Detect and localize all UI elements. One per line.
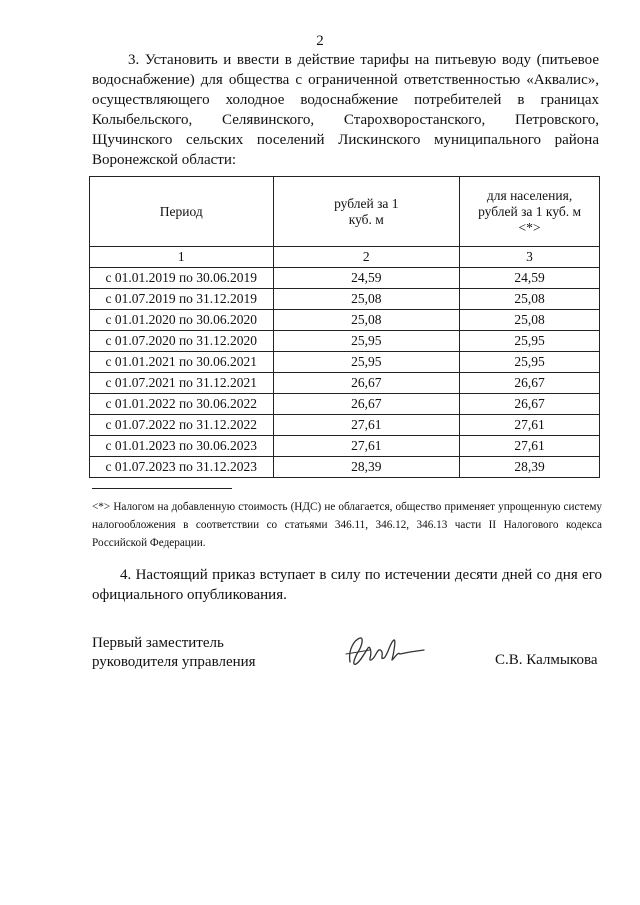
clause-3 xyxy=(92,50,599,170)
table-row xyxy=(90,310,600,331)
clause-4 xyxy=(92,565,602,605)
population-rate-cell: 25,08 xyxy=(460,289,600,310)
table-row xyxy=(90,352,600,373)
rate-cell: 25,95 xyxy=(273,331,460,352)
column-number: 3 xyxy=(460,247,600,268)
population-rate-cell: 26,67 xyxy=(460,394,600,415)
period-cell: с 01.07.2023 по 31.12.2023 xyxy=(90,457,274,478)
table-row xyxy=(90,415,600,436)
rate-cell: 26,67 xyxy=(273,394,460,415)
rate-cell: 27,61 xyxy=(273,436,460,457)
table-row xyxy=(90,289,600,310)
page-number: 2 xyxy=(316,33,324,49)
header-period: Период xyxy=(90,177,274,247)
header-population-rate-text: для населения, рублей за 1 куб. м <*> xyxy=(478,187,582,235)
population-rate-cell: 24,59 xyxy=(460,268,600,289)
header-population-rate xyxy=(460,177,600,247)
column-number: 1 xyxy=(90,247,274,268)
table-row xyxy=(90,373,600,394)
period-cell: с 01.07.2022 по 31.12.2022 xyxy=(90,415,274,436)
population-rate-cell: 26,67 xyxy=(460,373,600,394)
population-rate-cell: 28,39 xyxy=(460,457,600,478)
population-rate-cell: 27,61 xyxy=(460,415,600,436)
period-cell: с 01.01.2019 по 30.06.2019 xyxy=(90,268,274,289)
clause-3-text: 3. Установить и ввести в действие тарифы на питьевую воду (питьевое водоснабжение) для общества с ограниченной ответственностью «Аквалис», осуществляющего холодное водоснабжение потребителей в границах Колыбельского, Селявинского, Староxворостанского, Петровского, Щучинского сельских поселений Лискинского муниципального района Воронежской области: xyxy=(92,52,599,168)
period-cell: с 01.01.2021 по 30.06.2021 xyxy=(90,352,274,373)
period-cell: с 01.07.2021 по 31.12.2021 xyxy=(90,373,274,394)
rate-cell: 25,08 xyxy=(273,289,460,310)
population-rate-cell: 25,08 xyxy=(460,310,600,331)
table-row xyxy=(90,331,600,352)
handwritten-signature xyxy=(340,632,430,674)
table-row xyxy=(90,436,600,457)
period-cell: с 01.01.2023 по 30.06.2023 xyxy=(90,436,274,457)
rate-cell: 25,08 xyxy=(273,310,460,331)
tariff-table xyxy=(89,176,600,478)
signer-title xyxy=(92,634,256,672)
period-cell: с 01.01.2022 по 30.06.2022 xyxy=(90,394,274,415)
population-rate-cell: 25,95 xyxy=(460,352,600,373)
population-rate-cell: 25,95 xyxy=(460,331,600,352)
signer-title-line-2: руководителя управления xyxy=(92,654,256,670)
rate-cell: 26,67 xyxy=(273,373,460,394)
table-row xyxy=(90,394,600,415)
signer-name: С.В. Калмыкова xyxy=(495,652,598,668)
population-rate-cell: 27,61 xyxy=(460,436,600,457)
rate-cell: 27,61 xyxy=(273,415,460,436)
column-number: 2 xyxy=(273,247,460,268)
footnote-divider xyxy=(92,488,232,489)
table-row xyxy=(90,457,600,478)
period-cell: с 01.07.2019 по 31.12.2019 xyxy=(90,289,274,310)
table-header-row xyxy=(90,177,600,247)
header-rate xyxy=(273,177,460,247)
rate-cell: 25,95 xyxy=(273,352,460,373)
column-number-row xyxy=(90,247,600,268)
table-row xyxy=(90,268,600,289)
footnote: <*> Налогом на добавленную стоимость (НДС) не облагается, общество применяет упрощенную систему налогообложения в соответствии со статьями 346.11, 346.12, 346.13 части II Налогового кодекса Российской Федерации. xyxy=(92,501,602,549)
period-cell: с 01.07.2020 по 31.12.2020 xyxy=(90,331,274,352)
period-cell: с 01.01.2020 по 30.06.2020 xyxy=(90,310,274,331)
rate-cell: 28,39 xyxy=(273,457,460,478)
rate-cell: 24,59 xyxy=(273,268,460,289)
clause-4-text: 4. Настоящий приказ вступает в силу по истечении десяти дней со дня его официального опубликования. xyxy=(92,567,602,603)
signer-title-line-1: Первый заместитель xyxy=(92,635,224,651)
header-rate-text: рублей за 1 куб. м xyxy=(334,195,399,227)
